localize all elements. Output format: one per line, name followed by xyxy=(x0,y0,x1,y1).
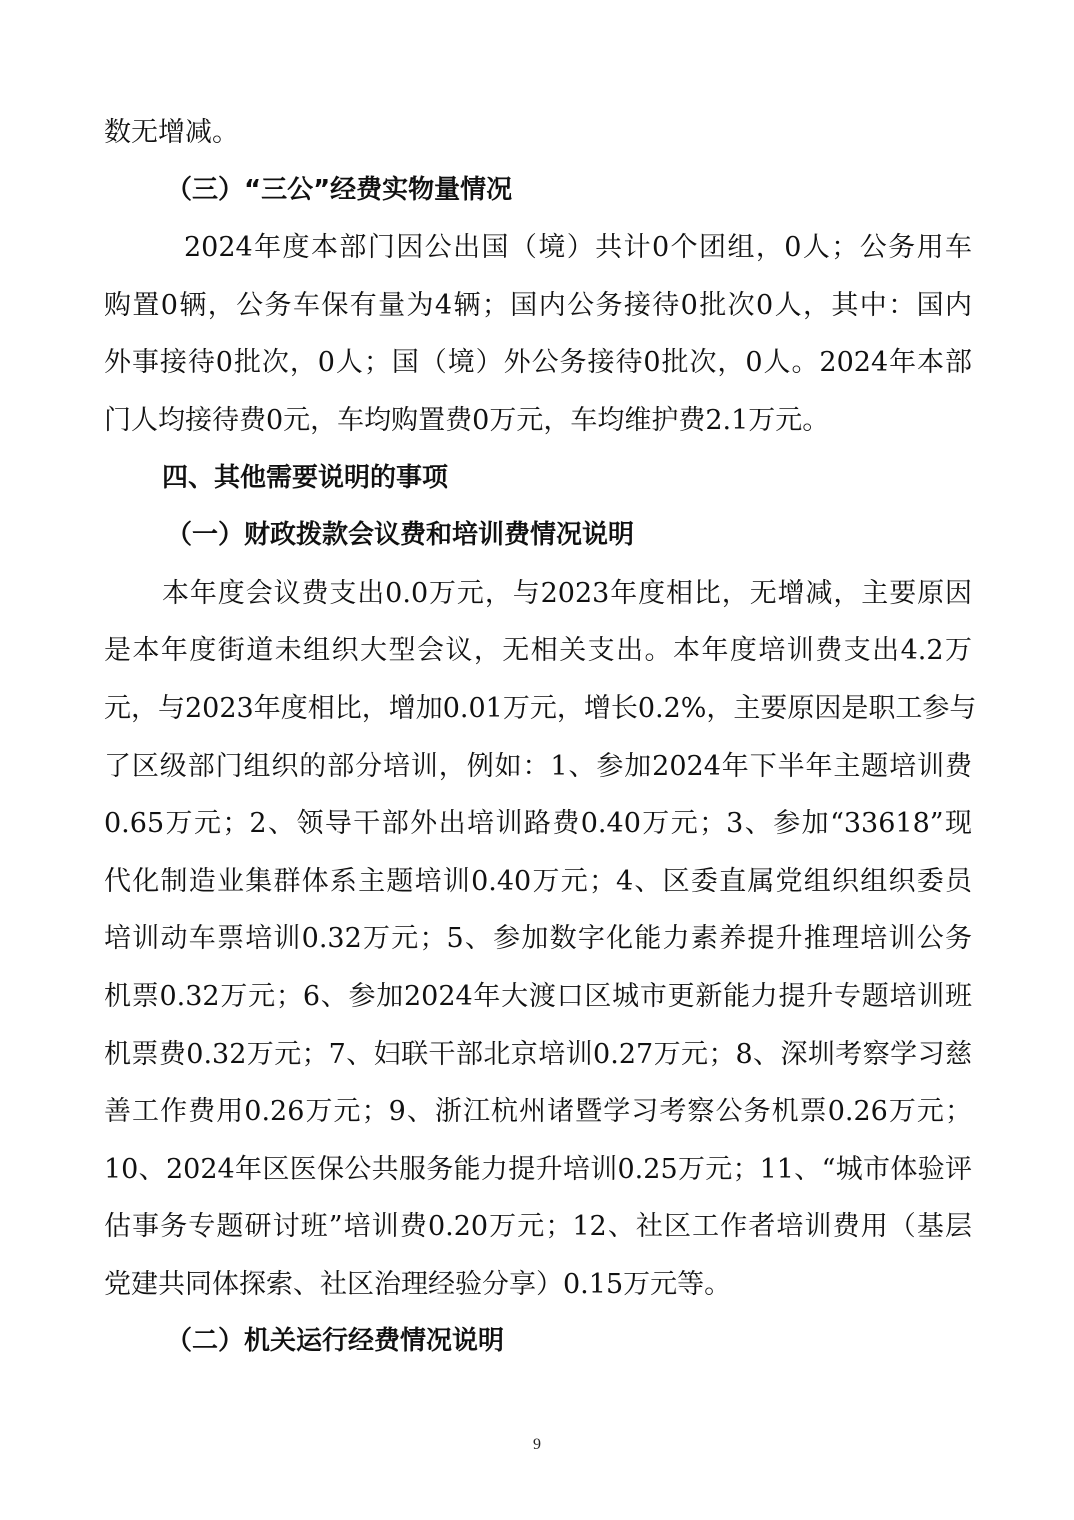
paragraph-line: 2024年度本部门因公出国（境）共计0个团组，0人；公务用车 xyxy=(184,232,972,264)
paragraph-line: 门人均接待费0元，车均购置费0万元，车均维护费2.1万元。 xyxy=(104,404,830,436)
paragraph-line: 机票0.32万元；6、参加2024年大渡口区城市更新能力提升专题培训班 xyxy=(104,980,972,1012)
paragraph-line: 善工作费用0.26万元；9、浙江杭州诸暨学习考察公务机票0.26万元； xyxy=(104,1096,972,1128)
paragraph-line: 数无增减。 xyxy=(104,117,239,148)
document-body xyxy=(104,104,977,1371)
paragraph-line: 10、2024年区医保公共服务能力提升培训0.25万元；11、“城市体验评 xyxy=(104,1153,972,1185)
paragraph-line: 培训动车票培训0.32万元；5、参加数字化能力素养提升推理培训公务 xyxy=(104,923,972,955)
paragraph-line: 代化制造业集群体系主题培训0.40万元；4、区委直属党组织组织委员 xyxy=(104,865,972,897)
paragraph-line: 估事务专题研讨班”培训费0.20万元；12、社区工作者培训费用（基层 xyxy=(104,1211,972,1243)
paragraph-line: 元，与2023年度相比，增加0.01万元，增长0.2%，主要原因是职工参与 xyxy=(104,692,977,724)
section-heading-meeting-training: （一）财政拨款会议费和培训费情况说明 xyxy=(166,520,635,551)
paragraph-line: 外事接待0批次，0人；国（境）外公务接待0批次，0人。2024年本部 xyxy=(104,347,972,379)
paragraph-line: 了区级部门组织的部分培训，例如：1、参加2024年下半年主题培训费 xyxy=(104,750,972,782)
section-heading-sangong-physical: （三）“三公”经费实物量情况 xyxy=(166,174,513,205)
paragraph-line: 本年度会议费支出0.0万元，与2023年度相比，无增减，主要原因 xyxy=(162,577,972,609)
paragraph-line: 机票费0.32万元；7、妇联干部北京培训0.27万元；8、深圳考察学习慈 xyxy=(104,1038,972,1070)
section-heading-operating-expenses: （二）机关运行经费情况说明 xyxy=(166,1326,505,1357)
paragraph-line: 党建共同体探索、社区治理经验分享）0.15万元等。 xyxy=(104,1268,732,1300)
paragraph-line: 0.65万元；2、领导干部外出培训路费0.40万元；3、参加“33618”现 xyxy=(104,808,972,840)
paragraph-line: 是本年度街道未组织大型会议，无相关支出。本年度培训费支出4.2万 xyxy=(104,635,972,667)
page-number: 9 xyxy=(533,1436,541,1453)
section-heading-other-matters: 四、其他需要说明的事项 xyxy=(162,462,449,493)
paragraph-line: 购置0辆，公务车保有量为4辆；国内公务接待0批次0人，其中：国内 xyxy=(104,289,972,321)
